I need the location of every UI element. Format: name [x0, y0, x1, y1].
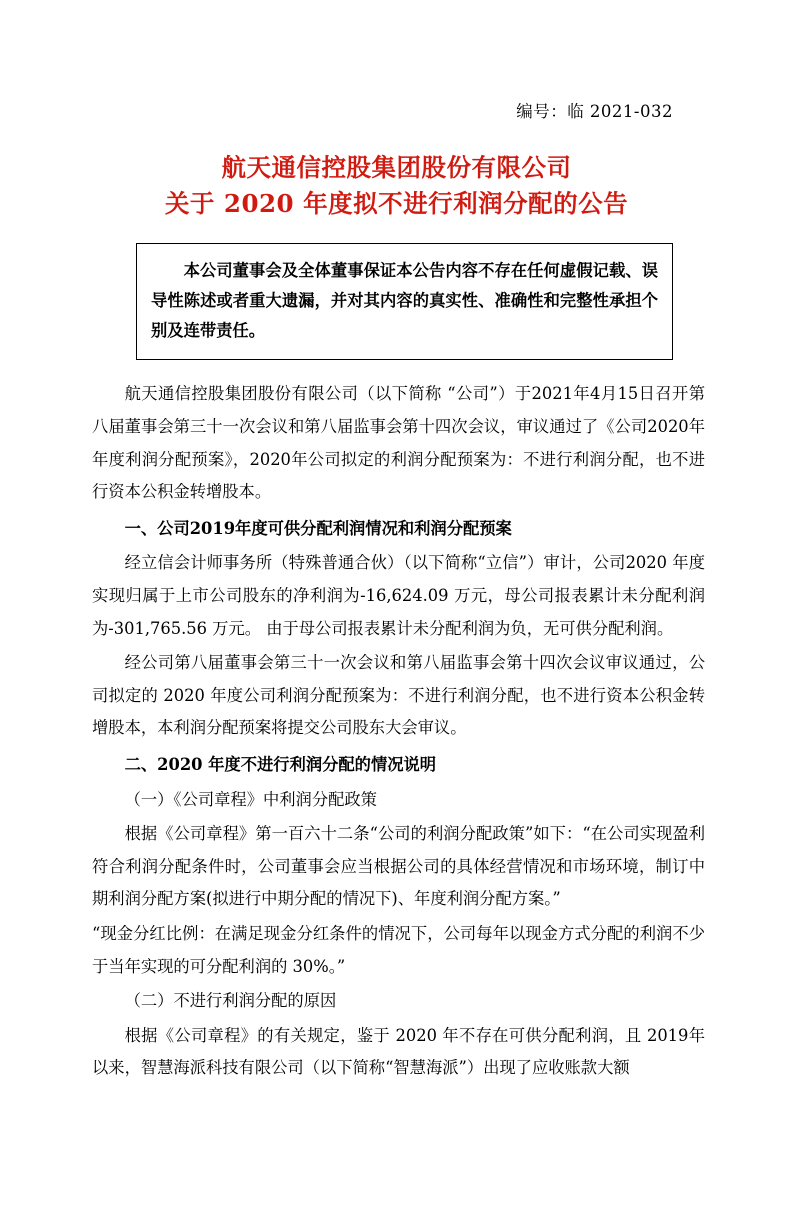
- body-paragraph: 经立信会计师事务所（特殊普通合伙）（以下简称“立信”）审计，公司2020 年度实现归属于上市公司股东的净利润为-16,624.09 万元，母公司报表累计未分配利润为-301,765.56 万元。 由于母公司报表累计未分配利润为负，无可供分配利润。: [92, 553, 705, 638]
- section-heading-1: 一、公司2019年度可供分配利润情况和利润分配预案: [124, 518, 512, 538]
- body-paragraph: 根据《公司章程》第一百六十二条“公司的利润分配政策”如下：“在公司实现盈利符合利润分配条件时，公司董事会应当根据公司的具体经营情况和市场环境，制订中期利润分配方案(拟进行中期分配的情况下)、年度利润分配方案。”: [92, 824, 705, 909]
- title-line-subject: 关于 2020 年度拟不进行利润分配的公告: [164, 188, 629, 218]
- document-body: [78, 378, 715, 1084]
- body-paragraph: “现金分红比例：在满足现金分红条件的情况下，公司每年以现金方式分配的利润不少于当年实现的可分配利润的 30%。”: [92, 923, 705, 976]
- subsection-heading-1: （一）《公司章程》中利润分配政策: [124, 789, 377, 809]
- body-paragraph: 根据《公司章程》的有关规定，鉴于 2020 年不存在可供分配利润，且 2019年以来，智慧海派科技有限公司（以下简称“智慧海派”）出现了应收账款大额: [92, 1025, 705, 1078]
- section-heading-2: 二、2020 年度不进行利润分配的情况说明: [124, 754, 437, 774]
- document-page: [0, 98, 793, 1220]
- disclaimer-box: [136, 243, 673, 360]
- title-line-company: 航天通信控股集团股份有限公司: [221, 153, 572, 182]
- disclaimer-text: 本公司董事会及全体董事保证本公告内容不存在任何虚假记载、误导性陈述或者重大遗漏，并对其内容的真实性、准确性和完整性承担个别及连带责任。: [151, 261, 658, 341]
- body-paragraph: 航天通信控股集团股份有限公司（以下简称 “公司”）于2021年4月15日召开第八届董事会第三十一次会议和第八届监事会第十四次会议，审议通过了《公司2020年年度利润分配预案》，2020年公司拟定的利润分配预案为：不进行利润分配，也不进行资本公积金转增股本。: [92, 384, 705, 502]
- body-paragraph: 经公司第八届董事会第三十一次会议和第八届监事会第十四次会议审议通过，公司拟定的 2020 年度公司利润分配预案为：不进行利润分配，也不进行资本公积金转增股本，本利润分配预案将提交公司股东大会审议。: [92, 653, 705, 738]
- subsection-heading-2: （二）不进行利润分配的原因: [124, 991, 337, 1011]
- document-number: 编号：临 2021-032: [516, 102, 673, 121]
- document-title: [78, 150, 715, 221]
